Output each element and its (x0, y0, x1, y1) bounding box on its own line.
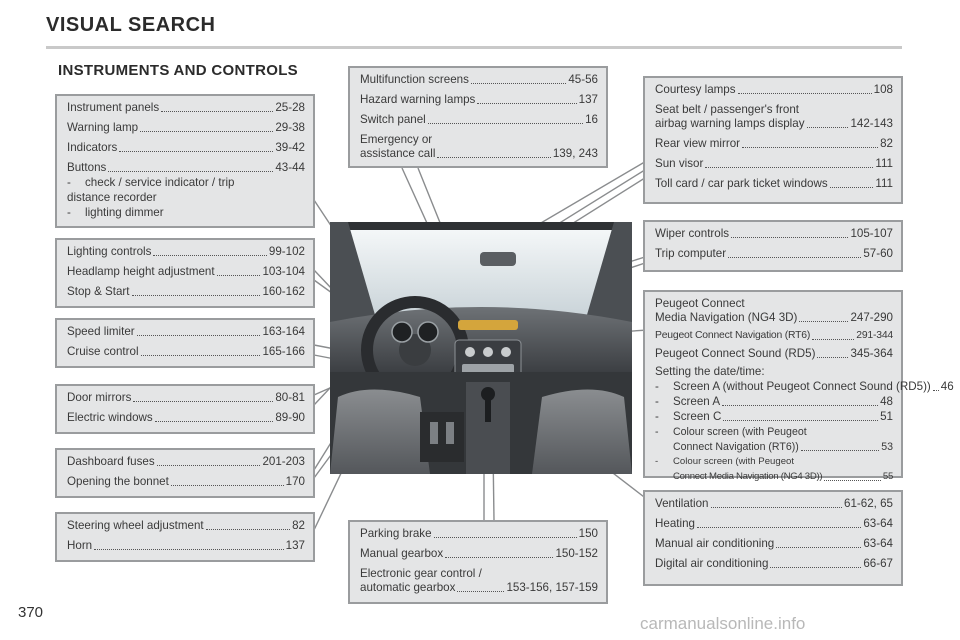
box-wiper (643, 220, 903, 272)
box-peugeot-connect (643, 290, 954, 482)
sub-item-cont[interactable]: Connect Navigation (RT6)) 53 (673, 441, 893, 453)
sub-item-cont: distance recorder (67, 191, 157, 204)
dashboard-illustration (330, 222, 632, 474)
index-row[interactable]: Manual air conditioning 63-64 (655, 537, 893, 550)
index-row[interactable]: Steering wheel adjustment 82 (67, 519, 305, 532)
box-mirrors (55, 384, 315, 434)
rear-view-mirror (480, 252, 516, 266)
index-row-multiline[interactable]: Electronic gear control / automatic gearbox 153-156, 157-159 (360, 567, 598, 594)
section-title: INSTRUMENTS AND CONTROLS (58, 62, 298, 79)
box-steering (55, 512, 315, 562)
index-row[interactable]: Headlamp height adjustment 103-104 (67, 265, 305, 278)
index-row[interactable]: Cruise control 165-166 (67, 345, 305, 358)
index-row[interactable]: Lighting controls 99-102 (67, 245, 305, 258)
index-row[interactable]: Dashboard fuses 201-203 (67, 455, 305, 468)
index-row-multiline[interactable]: Peugeot Connect Media Navigation (NG4 3D) 247-290 (655, 297, 893, 324)
index-row[interactable]: Digital air conditioning 66-67 (655, 557, 893, 570)
index-row[interactable]: Toll card / car park ticket windows 111 (655, 177, 893, 190)
sub-item[interactable]: - Colour screen (with Peugeot (655, 426, 807, 438)
index-row[interactable]: Ventilation 61-62, 65 (655, 497, 893, 510)
index-row[interactable]: Indicators 39-42 (67, 141, 305, 154)
page-title: VISUAL SEARCH (46, 14, 216, 36)
box-courtesy (643, 76, 903, 204)
sub-item[interactable]: - Screen A 48 (655, 395, 893, 408)
index-row[interactable]: Multifunction screens 45-56 (360, 73, 598, 86)
index-row[interactable]: Switch panel 16 (360, 113, 598, 126)
index-row[interactable]: Stop & Start 160-162 (67, 285, 305, 298)
sub-item-cont[interactable]: Connect Media Navigation (NG4 3D)) 55 (673, 471, 893, 482)
index-row[interactable]: Trip computer 57-60 (655, 247, 893, 260)
watermark: carmanualsonline.info (640, 614, 806, 633)
box-lighting (55, 238, 315, 308)
date-time-label: Setting the date/time: (655, 365, 765, 378)
index-row[interactable]: Warning lamp 29-38 (67, 121, 305, 134)
index-row[interactable]: Door mirrors 80-81 (67, 391, 305, 404)
box-instrument-panel (55, 94, 315, 228)
index-row[interactable]: Horn 137 (67, 539, 305, 552)
index-row-multiline[interactable]: Seat belt / passenger's front airbag warning lamps display 142-143 (655, 103, 893, 130)
sub-item: - check / service indicator / trip (67, 176, 235, 189)
index-row[interactable]: Wiper controls 105-107 (655, 227, 893, 240)
index-row[interactable]: Instrument panels 25-28 (67, 101, 305, 114)
box-multifunction (348, 66, 608, 168)
box-fuses (55, 448, 315, 498)
dashboard-photo (330, 222, 632, 474)
box-speed (55, 318, 315, 368)
sub-item[interactable]: - Screen C 51 (655, 410, 893, 423)
index-row[interactable]: Electric windows 89-90 (67, 411, 305, 424)
sub-item[interactable]: - Screen A (without Peugeot Connect Sound (RD5)) 46 (655, 380, 954, 393)
page-number: 370 (18, 604, 44, 621)
index-row[interactable]: Manual gearbox 150-152 (360, 547, 598, 560)
index-row[interactable]: Opening the bonnet 170 (67, 475, 305, 488)
index-row[interactable]: Sun visor 111 (655, 157, 893, 170)
sub-item: - lighting dimmer (67, 206, 164, 219)
index-row[interactable]: Parking brake 150 (360, 527, 598, 540)
index-row-multiline[interactable]: Emergency or assistance call 139, 243 (360, 133, 598, 160)
index-row[interactable]: Buttons 43-44 (67, 161, 305, 174)
box-parking (348, 520, 608, 604)
box-ventilation (643, 490, 903, 586)
index-row[interactable]: Peugeot Connect Navigation (RT6) 291-344 (655, 330, 893, 341)
sub-item[interactable]: - Colour screen (with Peugeot (655, 456, 795, 467)
index-row[interactable]: Peugeot Connect Sound (RD5) 345-364 (655, 347, 893, 360)
index-row[interactable]: Hazard warning lamps 137 (360, 93, 598, 106)
index-row[interactable]: Speed limiter 163-164 (67, 325, 305, 338)
index-row[interactable]: Rear view mirror 82 (655, 137, 893, 150)
index-row[interactable]: Courtesy lamps 108 (655, 83, 893, 96)
index-row[interactable]: Heating 63-64 (655, 517, 893, 530)
